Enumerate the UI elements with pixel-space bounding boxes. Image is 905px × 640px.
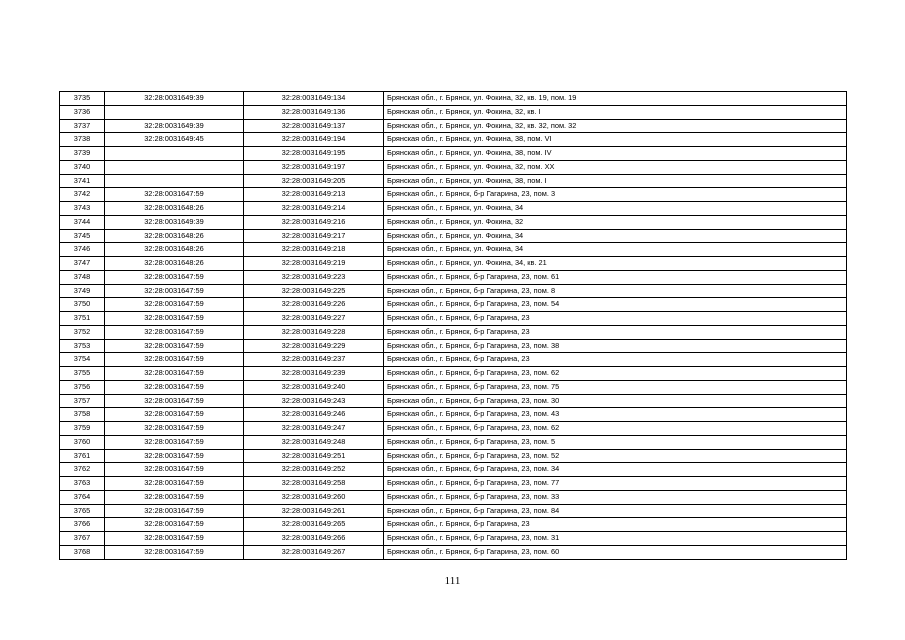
table-row	[60, 133, 847, 147]
cadastral-number-cell: 32:28:0031649:267	[244, 545, 384, 559]
address-cell: Брянская обл., г. Брянск, б-р Гагарина, 23, пом. 43	[384, 408, 847, 422]
address-cell: Брянская обл., г. Брянск, ул. Фокина, 34, кв. 21	[384, 257, 847, 271]
address-cell: Брянская обл., г. Брянск, ул. Фокина, 38, пом. IV	[384, 147, 847, 161]
parent-cadastral-number-cell: 32:28:0031647:59	[105, 367, 244, 381]
row-number-cell: 3744	[60, 215, 105, 229]
table-row	[60, 490, 847, 504]
cadastral-number-cell: 32:28:0031649:218	[244, 243, 384, 257]
address-cell: Брянская обл., г. Брянск, б-р Гагарина, 23, пом. 62	[384, 422, 847, 436]
parent-cadastral-number-cell: 32:28:0031647:59	[105, 490, 244, 504]
parent-cadastral-number-cell: 32:28:0031648:26	[105, 202, 244, 216]
address-cell: Брянская обл., г. Брянск, б-р Гагарина, 23	[384, 353, 847, 367]
table-row	[60, 449, 847, 463]
table-row	[60, 188, 847, 202]
parent-cadastral-number-cell: 32:28:0031647:59	[105, 435, 244, 449]
cadastral-number-cell: 32:28:0031649:227	[244, 312, 384, 326]
table-row	[60, 532, 847, 546]
row-number-cell: 3742	[60, 188, 105, 202]
address-cell: Брянская обл., г. Брянск, б-р Гагарина, 23, пом. 84	[384, 504, 847, 518]
parent-cadastral-number-cell: 32:28:0031647:59	[105, 408, 244, 422]
table-row	[60, 257, 847, 271]
parent-cadastral-number-cell: 32:28:0031649:45	[105, 133, 244, 147]
parent-cadastral-number-cell	[105, 174, 244, 188]
parent-cadastral-number-cell	[105, 147, 244, 161]
row-number-cell: 3741	[60, 174, 105, 188]
address-cell: Брянская обл., г. Брянск, б-р Гагарина, 23, пом. 3	[384, 188, 847, 202]
row-number-cell: 3760	[60, 435, 105, 449]
cadastral-number-cell: 32:28:0031649:265	[244, 518, 384, 532]
cadastral-number-cell: 32:28:0031649:214	[244, 202, 384, 216]
parent-cadastral-number-cell: 32:28:0031648:26	[105, 243, 244, 257]
cadastral-number-cell: 32:28:0031649:197	[244, 160, 384, 174]
table-row	[60, 284, 847, 298]
table-row	[60, 202, 847, 216]
table-row	[60, 105, 847, 119]
parent-cadastral-number-cell	[105, 105, 244, 119]
cadastral-number-cell: 32:28:0031649:194	[244, 133, 384, 147]
address-cell: Брянская обл., г. Брянск, б-р Гагарина, 23, пом. 31	[384, 532, 847, 546]
cadastral-number-cell: 32:28:0031649:223	[244, 270, 384, 284]
row-number-cell: 3764	[60, 490, 105, 504]
row-number-cell: 3761	[60, 449, 105, 463]
address-cell: Брянская обл., г. Брянск, б-р Гагарина, 23	[384, 312, 847, 326]
page-number: 111	[444, 575, 461, 587]
row-number-cell: 3736	[60, 105, 105, 119]
parent-cadastral-number-cell: 32:28:0031647:59	[105, 518, 244, 532]
table-row	[60, 518, 847, 532]
cadastral-number-cell: 32:28:0031649:240	[244, 380, 384, 394]
parent-cadastral-number-cell: 32:28:0031647:59	[105, 422, 244, 436]
row-number-cell: 3756	[60, 380, 105, 394]
table-row	[60, 408, 847, 422]
row-number-cell: 3754	[60, 353, 105, 367]
cadastral-number-cell: 32:28:0031649:252	[244, 463, 384, 477]
address-cell: Брянская обл., г. Брянск, ул. Фокина, 34	[384, 229, 847, 243]
address-cell: Брянская обл., г. Брянск, б-р Гагарина, 23	[384, 325, 847, 339]
parent-cadastral-number-cell: 32:28:0031647:59	[105, 353, 244, 367]
parent-cadastral-number-cell: 32:28:0031647:59	[105, 380, 244, 394]
parent-cadastral-number-cell: 32:28:0031649:39	[105, 92, 244, 106]
table-row	[60, 215, 847, 229]
row-number-cell: 3751	[60, 312, 105, 326]
address-cell: Брянская обл., г. Брянск, б-р Гагарина, 23, пом. 75	[384, 380, 847, 394]
parent-cadastral-number-cell: 32:28:0031648:26	[105, 229, 244, 243]
address-cell: Брянская обл., г. Брянск, б-р Гагарина, 23, пом. 33	[384, 490, 847, 504]
row-number-cell: 3762	[60, 463, 105, 477]
row-number-cell: 3735	[60, 92, 105, 106]
row-number-cell: 3766	[60, 518, 105, 532]
row-number-cell: 3746	[60, 243, 105, 257]
parent-cadastral-number-cell	[105, 160, 244, 174]
cadastral-number-cell: 32:28:0031649:226	[244, 298, 384, 312]
address-cell: Брянская обл., г. Брянск, ул. Фокина, 32	[384, 215, 847, 229]
row-number-cell: 3758	[60, 408, 105, 422]
table-row	[60, 422, 847, 436]
address-cell: Брянская обл., г. Брянск, б-р Гагарина, 23, пом. 52	[384, 449, 847, 463]
registry-table-container	[59, 91, 846, 560]
cadastral-number-cell: 32:28:0031649:134	[244, 92, 384, 106]
row-number-cell: 3748	[60, 270, 105, 284]
parent-cadastral-number-cell: 32:28:0031647:59	[105, 545, 244, 559]
address-cell: Брянская обл., г. Брянск, б-р Гагарина, 23, пом. 38	[384, 339, 847, 353]
address-cell: Брянская обл., г. Брянск, ул. Фокина, 34	[384, 243, 847, 257]
parent-cadastral-number-cell: 32:28:0031647:59	[105, 270, 244, 284]
table-row	[60, 367, 847, 381]
address-cell: Брянская обл., г. Брянск, б-р Гагарина, 23, пом. 34	[384, 463, 847, 477]
table-row	[60, 353, 847, 367]
parent-cadastral-number-cell: 32:28:0031647:59	[105, 532, 244, 546]
table-row	[60, 435, 847, 449]
cadastral-number-cell: 32:28:0031649:247	[244, 422, 384, 436]
parent-cadastral-number-cell: 32:28:0031647:59	[105, 477, 244, 491]
cadastral-number-cell: 32:28:0031649:266	[244, 532, 384, 546]
registry-table-body	[60, 92, 847, 560]
parent-cadastral-number-cell: 32:28:0031647:59	[105, 325, 244, 339]
address-cell: Брянская обл., г. Брянск, ул. Фокина, 32, пом. XX	[384, 160, 847, 174]
registry-table	[59, 91, 847, 560]
address-cell: Брянская обл., г. Брянск, б-р Гагарина, 23, пом. 60	[384, 545, 847, 559]
row-number-cell: 3747	[60, 257, 105, 271]
cadastral-number-cell: 32:28:0031649:213	[244, 188, 384, 202]
address-cell: Брянская обл., г. Брянск, б-р Гагарина, 23, пом. 62	[384, 367, 847, 381]
table-row	[60, 298, 847, 312]
parent-cadastral-number-cell: 32:28:0031647:59	[105, 504, 244, 518]
row-number-cell: 3737	[60, 119, 105, 133]
parent-cadastral-number-cell: 32:28:0031647:59	[105, 312, 244, 326]
row-number-cell: 3738	[60, 133, 105, 147]
row-number-cell: 3755	[60, 367, 105, 381]
row-number-cell: 3743	[60, 202, 105, 216]
cadastral-number-cell: 32:28:0031649:229	[244, 339, 384, 353]
row-number-cell: 3750	[60, 298, 105, 312]
row-number-cell: 3749	[60, 284, 105, 298]
row-number-cell: 3753	[60, 339, 105, 353]
row-number-cell: 3765	[60, 504, 105, 518]
address-cell: Брянская обл., г. Брянск, б-р Гагарина, 23, пом. 77	[384, 477, 847, 491]
cadastral-number-cell: 32:28:0031649:258	[244, 477, 384, 491]
table-row	[60, 119, 847, 133]
table-row	[60, 380, 847, 394]
table-row	[60, 504, 847, 518]
parent-cadastral-number-cell: 32:28:0031649:39	[105, 119, 244, 133]
parent-cadastral-number-cell: 32:28:0031647:59	[105, 449, 244, 463]
cadastral-number-cell: 32:28:0031649:205	[244, 174, 384, 188]
row-number-cell: 3767	[60, 532, 105, 546]
table-row	[60, 325, 847, 339]
table-row	[60, 92, 847, 106]
table-row	[60, 147, 847, 161]
parent-cadastral-number-cell: 32:28:0031649:39	[105, 215, 244, 229]
row-number-cell: 3739	[60, 147, 105, 161]
cadastral-number-cell: 32:28:0031649:216	[244, 215, 384, 229]
cadastral-number-cell: 32:28:0031649:217	[244, 229, 384, 243]
cadastral-number-cell: 32:28:0031649:243	[244, 394, 384, 408]
address-cell: Брянская обл., г. Брянск, ул. Фокина, 32, кв. I	[384, 105, 847, 119]
row-number-cell: 3745	[60, 229, 105, 243]
parent-cadastral-number-cell: 32:28:0031648:26	[105, 257, 244, 271]
cadastral-number-cell: 32:28:0031649:260	[244, 490, 384, 504]
cadastral-number-cell: 32:28:0031649:219	[244, 257, 384, 271]
cadastral-number-cell: 32:28:0031649:136	[244, 105, 384, 119]
cadastral-number-cell: 32:28:0031649:251	[244, 449, 384, 463]
address-cell: Брянская обл., г. Брянск, ул. Фокина, 38, пом. VI	[384, 133, 847, 147]
address-cell: Брянская обл., г. Брянск, б-р Гагарина, 23, пом. 8	[384, 284, 847, 298]
cadastral-number-cell: 32:28:0031649:237	[244, 353, 384, 367]
row-number-cell: 3757	[60, 394, 105, 408]
parent-cadastral-number-cell: 32:28:0031647:59	[105, 298, 244, 312]
cadastral-number-cell: 32:28:0031649:225	[244, 284, 384, 298]
address-cell: Брянская обл., г. Брянск, б-р Гагарина, 23, пом. 30	[384, 394, 847, 408]
cadastral-number-cell: 32:28:0031649:248	[244, 435, 384, 449]
cadastral-number-cell: 32:28:0031649:246	[244, 408, 384, 422]
table-row	[60, 243, 847, 257]
table-row	[60, 229, 847, 243]
table-row	[60, 160, 847, 174]
table-row	[60, 339, 847, 353]
address-cell: Брянская обл., г. Брянск, ул. Фокина, 34	[384, 202, 847, 216]
cadastral-number-cell: 32:28:0031649:261	[244, 504, 384, 518]
table-row	[60, 477, 847, 491]
address-cell: Брянская обл., г. Брянск, б-р Гагарина, 23	[384, 518, 847, 532]
parent-cadastral-number-cell: 32:28:0031647:59	[105, 284, 244, 298]
row-number-cell: 3752	[60, 325, 105, 339]
address-cell: Брянская обл., г. Брянск, б-р Гагарина, 23, пом. 54	[384, 298, 847, 312]
table-row	[60, 463, 847, 477]
row-number-cell: 3740	[60, 160, 105, 174]
row-number-cell: 3759	[60, 422, 105, 436]
cadastral-number-cell: 32:28:0031649:137	[244, 119, 384, 133]
address-cell: Брянская обл., г. Брянск, ул. Фокина, 32, кв. 32, пом. 32	[384, 119, 847, 133]
table-row	[60, 270, 847, 284]
address-cell: Брянская обл., г. Брянск, ул. Фокина, 38, пом. I	[384, 174, 847, 188]
cadastral-number-cell: 32:28:0031649:228	[244, 325, 384, 339]
parent-cadastral-number-cell: 32:28:0031647:59	[105, 188, 244, 202]
parent-cadastral-number-cell: 32:28:0031647:59	[105, 394, 244, 408]
parent-cadastral-number-cell: 32:28:0031647:59	[105, 463, 244, 477]
row-number-cell: 3763	[60, 477, 105, 491]
cadastral-number-cell: 32:28:0031649:239	[244, 367, 384, 381]
table-row	[60, 394, 847, 408]
table-row	[60, 174, 847, 188]
parent-cadastral-number-cell: 32:28:0031647:59	[105, 339, 244, 353]
address-cell: Брянская обл., г. Брянск, ул. Фокина, 32, кв. 19, пом. 19	[384, 92, 847, 106]
address-cell: Брянская обл., г. Брянск, б-р Гагарина, 23, пом. 61	[384, 270, 847, 284]
table-row	[60, 545, 847, 559]
table-row	[60, 312, 847, 326]
row-number-cell: 3768	[60, 545, 105, 559]
address-cell: Брянская обл., г. Брянск, б-р Гагарина, 23, пом. 5	[384, 435, 847, 449]
cadastral-number-cell: 32:28:0031649:195	[244, 147, 384, 161]
